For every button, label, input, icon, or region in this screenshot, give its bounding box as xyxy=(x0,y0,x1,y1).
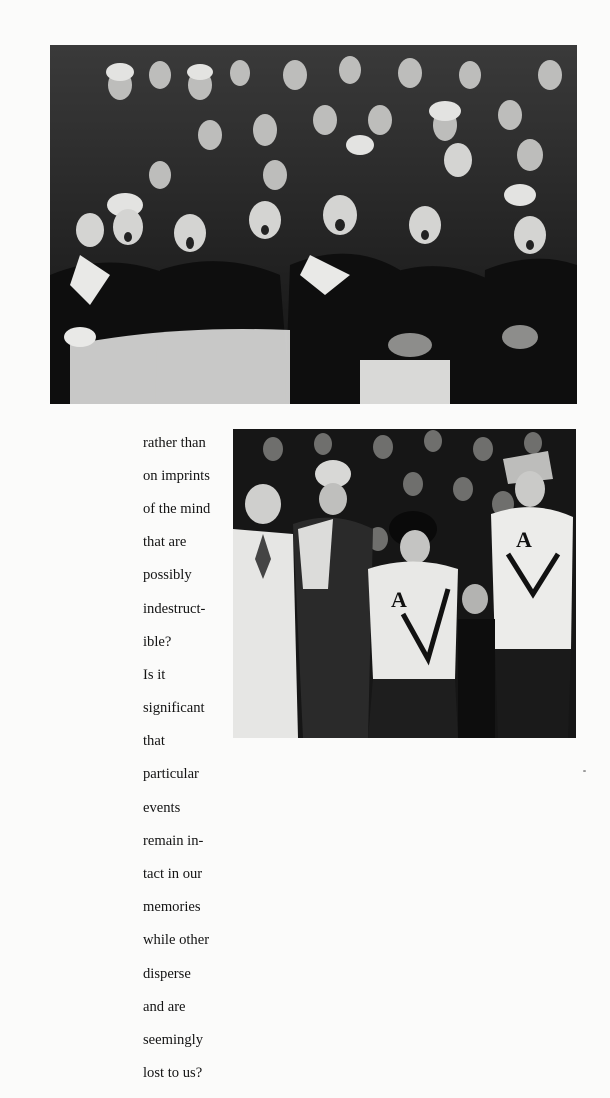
text-line: memories xyxy=(143,899,201,916)
text-line: possibly xyxy=(143,567,192,584)
text-line: indestruct- xyxy=(143,600,206,617)
svg-text:A: A xyxy=(391,587,407,612)
text-line: Is it xyxy=(143,666,166,683)
crowd-photo xyxy=(50,45,577,404)
svg-text:A: A xyxy=(516,527,532,552)
text-line: and are xyxy=(143,998,186,1015)
text-line: particular xyxy=(143,766,199,783)
text-line: of the mind xyxy=(143,500,211,517)
text-line: ible? xyxy=(143,633,172,650)
band-photo xyxy=(233,429,576,738)
text-line: disperse xyxy=(143,965,191,982)
text-line: tact in our xyxy=(143,866,203,883)
text-line: lost to us? xyxy=(143,1065,203,1082)
text-line: events xyxy=(143,799,181,816)
crowd-photo-image xyxy=(50,45,577,404)
band-photo-image xyxy=(233,429,576,738)
text-line: significant xyxy=(143,700,205,717)
body-text xyxy=(143,418,231,1098)
text-line: seemingly xyxy=(143,1031,203,1048)
text-line: that xyxy=(143,733,165,750)
text-line: while other xyxy=(143,932,210,949)
page-speck xyxy=(583,770,586,772)
text-line: that are xyxy=(143,534,187,551)
text-line: rather than xyxy=(143,434,206,451)
text-line: on imprints xyxy=(143,467,210,484)
text-line: remain in- xyxy=(143,832,204,849)
